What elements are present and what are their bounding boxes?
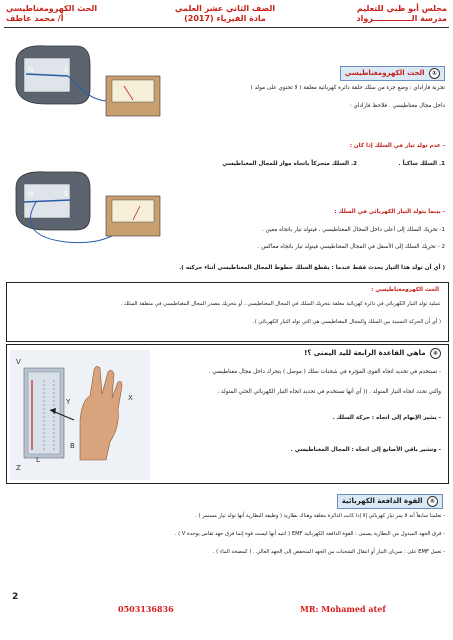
faraday-experiment-figure-2	[6, 166, 166, 256]
gen-title: - بينما يتولد التيار الكهربائي في السلك :	[334, 209, 445, 215]
magnet2-s-label: S	[64, 190, 69, 198]
school-name: مدرسة الــــــــــــــرواد	[356, 14, 447, 23]
header-right	[327, 4, 447, 24]
case-title: - عدم تولد تيار في السلك إذا كان :	[349, 143, 445, 149]
emf-line3: - تعمل EMF على : سريان التيار أو انتقال الشحنات من الجهد المنخفض إلى الجهد العالي . ( كمضخة الماء ) .	[212, 549, 445, 555]
section4-line1: - تستخدم في تحديد اتجاه القوى المؤثرة في شحنات سلك ( موصل ) يتحرك داخل مجال مغناطيسي .	[208, 369, 441, 375]
section4-number: ④	[430, 348, 441, 359]
page-number: 2	[12, 592, 19, 602]
label-b: B	[70, 442, 75, 450]
section1-number: ①	[429, 68, 440, 79]
section1-title: ① الحث الكهرومغناطيسي	[340, 66, 445, 81]
section1-p2: داخل مجال مغناطيسي . فلاحظ فاراداي :	[349, 103, 445, 109]
gen-item2: 2 - تحريك السلك إلى الأسفل في المجال المغناطيسي فيتولد تيار باتجاه معاكس .	[257, 244, 445, 250]
header-center	[150, 4, 300, 24]
section-emf-number: ⑤	[427, 496, 438, 507]
section4-line2: والتي تحدد اتجاه التيار المتولد . (( أي أنها تستخدم في تحديد اتجاه التيار الكهربائي الحثي المتولد .	[217, 389, 441, 395]
section4-line3: - يشير الإبهام إلى اتجاه : حركة السلك .	[332, 415, 441, 421]
school-council: مجلس أبو ظبي للتعليم	[356, 4, 447, 13]
emf-line1: - تعلمنا سابقاً أنه لا يمر تيار كهربائي إلا إذا كانت الدائرة مغلقة وهناك بطارية ( وظيفة البطارية أنها تولد تيار مستمر ) .	[195, 513, 445, 519]
case-item2: 2. السلك متحركاً باتجاه مواز للمجال المغناطيسي	[222, 161, 357, 167]
footer-author: MR: Mohamed atef	[300, 604, 386, 614]
chapter-title: الحث الكهرومغناطيسي	[6, 4, 98, 13]
definition-line2: ( أي أن الحركة النسبية بين السلك والمجال المغناطيسي هي التي تولد التيار الكهربائي ).	[253, 319, 441, 325]
magnet2-n-label: N	[28, 190, 34, 198]
section-emf-title: ⑤ القوة الدافعة الكهربائية	[337, 494, 443, 509]
case-item1: 1. السلك ساكناً .	[398, 161, 445, 167]
section1-p1: تجربة فاراداي : وضع جزء من سلك حلقة دائرة كهربائية مغلقة ( لا تحتوي على مولد )	[250, 85, 445, 91]
subject-label: مادة الفيزياء (2017)	[184, 14, 266, 23]
gen-item1: 1- تحريك السلك إلى أعلى داخل المجال المغناطيسي ، فيتولد تيار باتجاه معين .	[262, 227, 445, 233]
right-hand-rule-figure	[10, 350, 150, 480]
galvanometer-dial-2	[112, 200, 154, 222]
section1-note: ( أي أن تولد هذا التيار يحدث فقط عندما : يقطع السلك خطوط المجال المغناطيسي أثناء حركته ).	[179, 265, 445, 271]
label-y: Y	[66, 398, 71, 406]
header-divider	[4, 27, 449, 28]
faraday-experiment-figure-1	[6, 34, 166, 134]
definition-title: الحث الكهرومغناطيسي :	[371, 287, 439, 293]
section4-title: ④ ماهي القاعدة الرابعة لليد اليمنى ؟!	[141, 348, 441, 359]
label-x: X	[128, 394, 133, 402]
footer-phone: 0503136836	[118, 604, 174, 614]
label-v: V	[16, 358, 21, 366]
galvanometer-dial	[112, 80, 154, 102]
emf-line2: - فرق الجهد المبذول من البطارية يسمى : القوة الدافعة الكهربائية EMF ( انتبه أنها ليست قوة إنما فرق جهد تقاس بوحدة V ) .	[174, 531, 445, 537]
teacher-name: أ/ محمد عاطف	[6, 14, 64, 23]
definition-line1: عملية تولد التيار الكهربائي في دائرة كهربائية مغلقة بتحريك السلك في المجال المغناطيسي ، أو بتحريك مصدر المجال المغناطيسي في منطقة السلك .	[120, 301, 441, 307]
magnet-n-label: N	[28, 66, 34, 74]
label-l: L	[36, 456, 40, 464]
header-left	[6, 4, 126, 24]
label-z: Z	[16, 464, 21, 472]
section4-line4: - وتشير باقي الأصابع إلى اتجاه : المجال المغناطيسي .	[290, 447, 441, 453]
grade-label: الصف الثاني عشر العلمي	[174, 4, 276, 13]
magnet-s-label: S	[64, 66, 69, 74]
